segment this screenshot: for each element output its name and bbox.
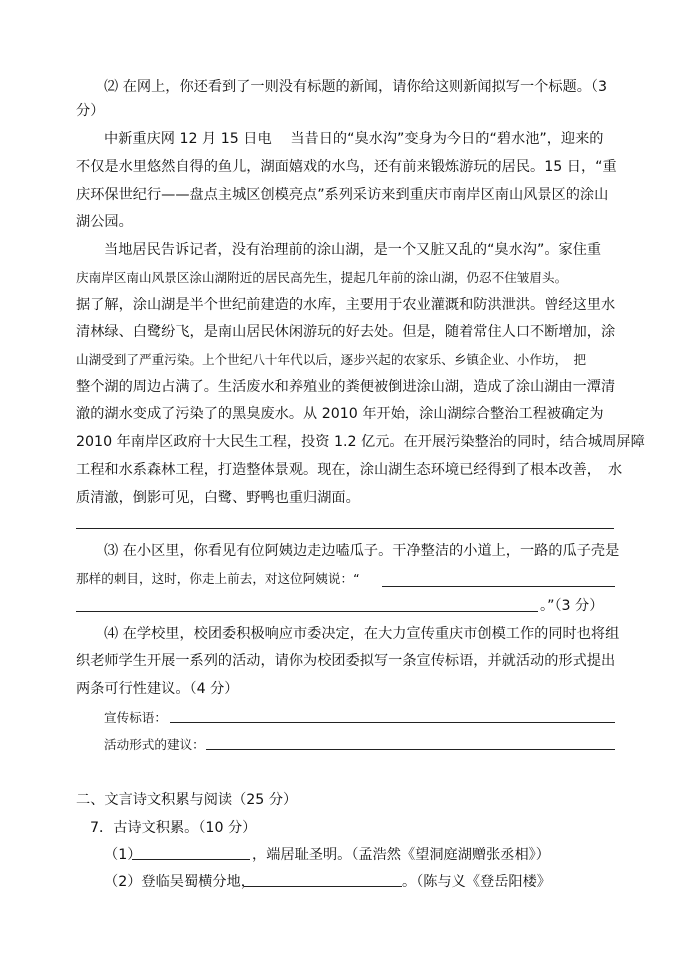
- q3-line-1: ⑶ 在小区里，你看见有位阿姨边走边嗑瓜子。干净整洁的小道上，一路的瓜子壳是: [104, 543, 620, 559]
- slogan-label: 宣传标语：: [104, 710, 167, 725]
- q7-item-2-blank[interactable]: [244, 886, 402, 887]
- news-p2-line-5: 山湖受到了严重污染。上个世纪八十年代以后，逐步兴起的农家乐、乡镇企业、小作坊， 把: [76, 352, 587, 367]
- news-p2-line-6: 整个湖的周边占满了。生活废水和养殖业的粪便被倒进涂山湖，造成了涂山湖由一潭清: [76, 379, 616, 395]
- q2-answer-line[interactable]: [76, 528, 614, 529]
- q7-item-1-blank[interactable]: [132, 859, 250, 860]
- news-p2-line-2: 庆南岸区南山风景区涂山湖附近的居民高先生，提起几年前的涂山湖，仍忍不住皱眉头。: [76, 270, 568, 285]
- q2-line-2: 分）: [76, 103, 105, 119]
- news-p2-line-8: 2010 年南岸区政府十大民生工程，投资 1.2 亿元。在开展污染整治的同时，结合城周屏障: [76, 434, 645, 450]
- slogan-answer-line[interactable]: [170, 722, 615, 723]
- q2-line-1: ⑵ 在网上，你还看到了一则没有标题的新闻，请你给这则新闻拟写一个标题。（3: [104, 79, 608, 95]
- suggestion-answer-line[interactable]: [206, 749, 615, 750]
- suggestion-label: 活动形式的建议：: [104, 737, 205, 752]
- news-p2-line-9: 工程和水系森林工程，打造整体景观。现在，涂山湖生态环境已经得到了根本改善， 水: [76, 462, 623, 478]
- news-p2-line-3: 据了解，涂山湖是半个世纪前建造的水库，主要用于农业灌溉和防洪泄洪。曾经这里水: [76, 297, 616, 313]
- news-p1-line-3: 庆环保世纪行——盘点主城区创模亮点”系列采访来到重庆市南岸区南山风景区的涂山: [76, 187, 609, 203]
- news-p2-line-1: 当地居民告诉记者，没有治理前的涂山湖，是一个又脏又乱的“臭水沟”。家住重: [104, 242, 602, 258]
- news-p1-line-4: 湖公园。: [76, 214, 133, 230]
- q7-heading: 7．古诗文积累。（10 分）: [90, 820, 257, 836]
- q4-line-2: 织老师学生开展一系列的活动，请你为校团委拟写一条宣传标语，并就活动的形式提出: [76, 653, 616, 669]
- q3-answer-line-1[interactable]: [382, 586, 615, 587]
- q7-item-2-text: （2）登临吴蜀横分地，: [104, 874, 255, 890]
- q4-line-3: 两条可行性建议。（4 分）: [76, 681, 239, 697]
- q3-line-3: 。”（3 分）: [540, 598, 604, 614]
- news-p2-line-4: 清林绿、白鹭纷飞，是南山居民休闲游玩的好去处。但是，随着常住人口不断增加，涂: [76, 324, 616, 340]
- news-p2-line-10: 质清澈，倒影可见，白鹭、野鸭也重归湖面。: [76, 490, 360, 506]
- q3-answer-line-2[interactable]: [76, 611, 538, 612]
- q7-item-2-suffix: 。（陈与义《登岳阳楼》: [402, 874, 551, 890]
- section-2-heading: 二、文言诗文积累与阅读（25 分）: [76, 792, 298, 808]
- news-p2-line-7: 澈的湖水变成了污染了的黑臭废水。从 2010 年开始，涂山湖综合整治工程被确定为: [76, 406, 604, 422]
- q7-item-1-number: （1）: [104, 847, 142, 863]
- news-p1-line-1: 中新重庆网 12 月 15 日电 当昔日的“臭水沟”变身为今日的“碧水池”，迎来的: [104, 131, 604, 147]
- q7-item-1-text: ，端居耻圣明。（孟浩然《望洞庭湖赠张丞相》）: [252, 847, 550, 863]
- news-p1-line-2: 不仅是水里悠然自得的鱼儿，湖面嬉戏的水鸟，还有前来锻炼游玩的居民。15 日，“重: [76, 159, 617, 175]
- q4-line-1: ⑷ 在学校里，校团委积极响应市委决定，在大力宣传重庆市创模工作的同时也将组: [104, 626, 620, 642]
- q3-line-2: 那样的刺目，这时，你走上前去，对这位阿姨说：“: [76, 571, 360, 586]
